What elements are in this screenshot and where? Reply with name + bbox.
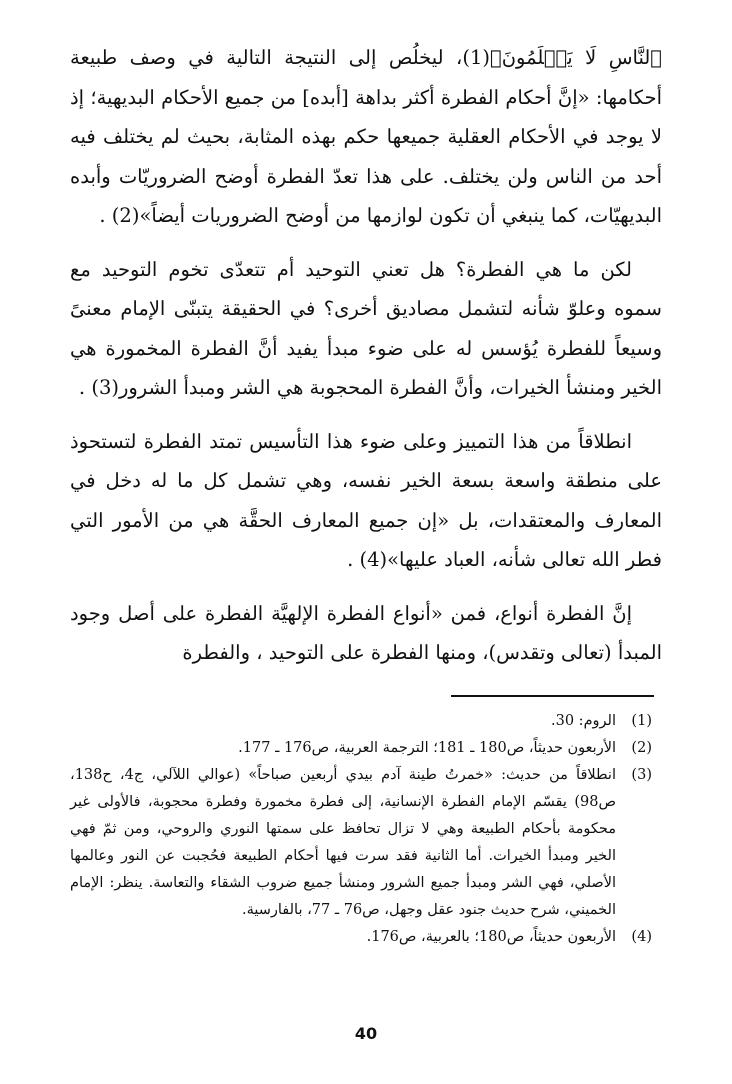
footnotes <box>70 708 662 951</box>
footnote-separator <box>451 695 654 697</box>
footnote-1 <box>70 708 662 735</box>
footnote-text: الأربعون حديثاً، ص180؛ بالعربية، ص176. <box>366 929 616 945</box>
paragraph-4: إنَّ الفطرة أنواع، فمن «أنواع الفطرة الإلهيَّة الفطرة على أصل وجود المبدأ (تعالى وتقدس)، ومنها الفطرة على التوحيد ، والفطرة <box>70 601 662 664</box>
paragraph-1: ٱلنَّاسِ لَا يَعۡلَمُونَ﴾(1)، ليخلُص إلى النتيجة التالية في وصف طبيعة أحكامها: «إنَّ أحكام الفطرة أكثر بداهة [أبده] من جميع الأحكام البديهية؛ إذ لا يوجد في الأحكام العقلية جميعها حكم بهذه المثابة، بحيث لم يختلف فيه أحد من الناس ولن يختلف. على هذا تعدّ الفطرة أوضح الضروريّات وأبده البديهيّات، كما ينبغي أن تكون لوازمها من أوضح الضروريات أيضاً»(2) . <box>70 46 662 227</box>
footnote-2 <box>70 735 662 762</box>
footnote-number: (2) <box>631 740 652 756</box>
footnote-number: (1) <box>631 713 652 729</box>
footnote-number: (3) <box>631 767 652 783</box>
paragraph-3: انطلاقاً من هذا التمييز وعلى ضوء هذا التأسيس تمتد الفطرة لتستحوذ على منطقة واسعة بسعة الخير نفسه، وهي تشمل كل ما له دخل في المعارف والمعتقدات، بل «إن جميع المعارف الحقَّة هي من الأمور التي فطر الله تعالى شأنه، العباد عليها»(4) . <box>70 429 662 571</box>
footnote-3 <box>70 762 662 924</box>
footnote-text: الروم: 30. <box>551 713 616 729</box>
page-number: 40 <box>354 1024 378 1043</box>
main-text <box>70 38 662 687</box>
footnote-4 <box>70 924 662 951</box>
footnote-number: (4) <box>631 929 652 945</box>
footnote-text: انطلاقاً من حديث: «خمرتُ طينة آدم بيدي أربعين صباحاً» (عوالي اللآلي، ج4، ح138، ص98) يقسّم الإمام الفطرة الإنسانية، إلى فطرة مخمورة وفطرة محجوبة، فالأولى غير محكومة بأحكام الطبيعة وهي لا تزال تحافظ على سمتها النوري والروحي، ومن ثمّ فهي الخير ومبدأ الخيرات. أما الثانية فقد سرت فيها أحكام الطبيعة فحُجبت عن النور وعالمها الأصلي، فهي الشر ومبدأ جميع الشرور ومنشأ جميع ضروب الشقاء والتعاسة. ينظر: الإمام الخميني، شرح حديث جنود عقل وجهل، ص76 ـ 77، بالفارسية. <box>70 767 616 918</box>
footnote-text: الأربعون حديثاً، ص180 ـ 181؛ الترجمة العربية، ص176 ـ 177. <box>238 740 616 756</box>
paragraph-2: لكن ما هي الفطرة؟ هل تعني التوحيد أم تتعدّى تخوم التوحيد مع سموه وعلوّ شأنه لتشمل مصاديق أخرى؟ في الحقيقة يتبنّى الإمام معنىً وسيعاً للفطرة يُؤسس له على ضوء مبدأ يفيد أنَّ الفطرة المخمورة هي الخير ومنشأ الخيرات، وأنَّ الفطرة المحجوبة هي الشر ومبدأ الشرور(3) . <box>70 257 662 399</box>
